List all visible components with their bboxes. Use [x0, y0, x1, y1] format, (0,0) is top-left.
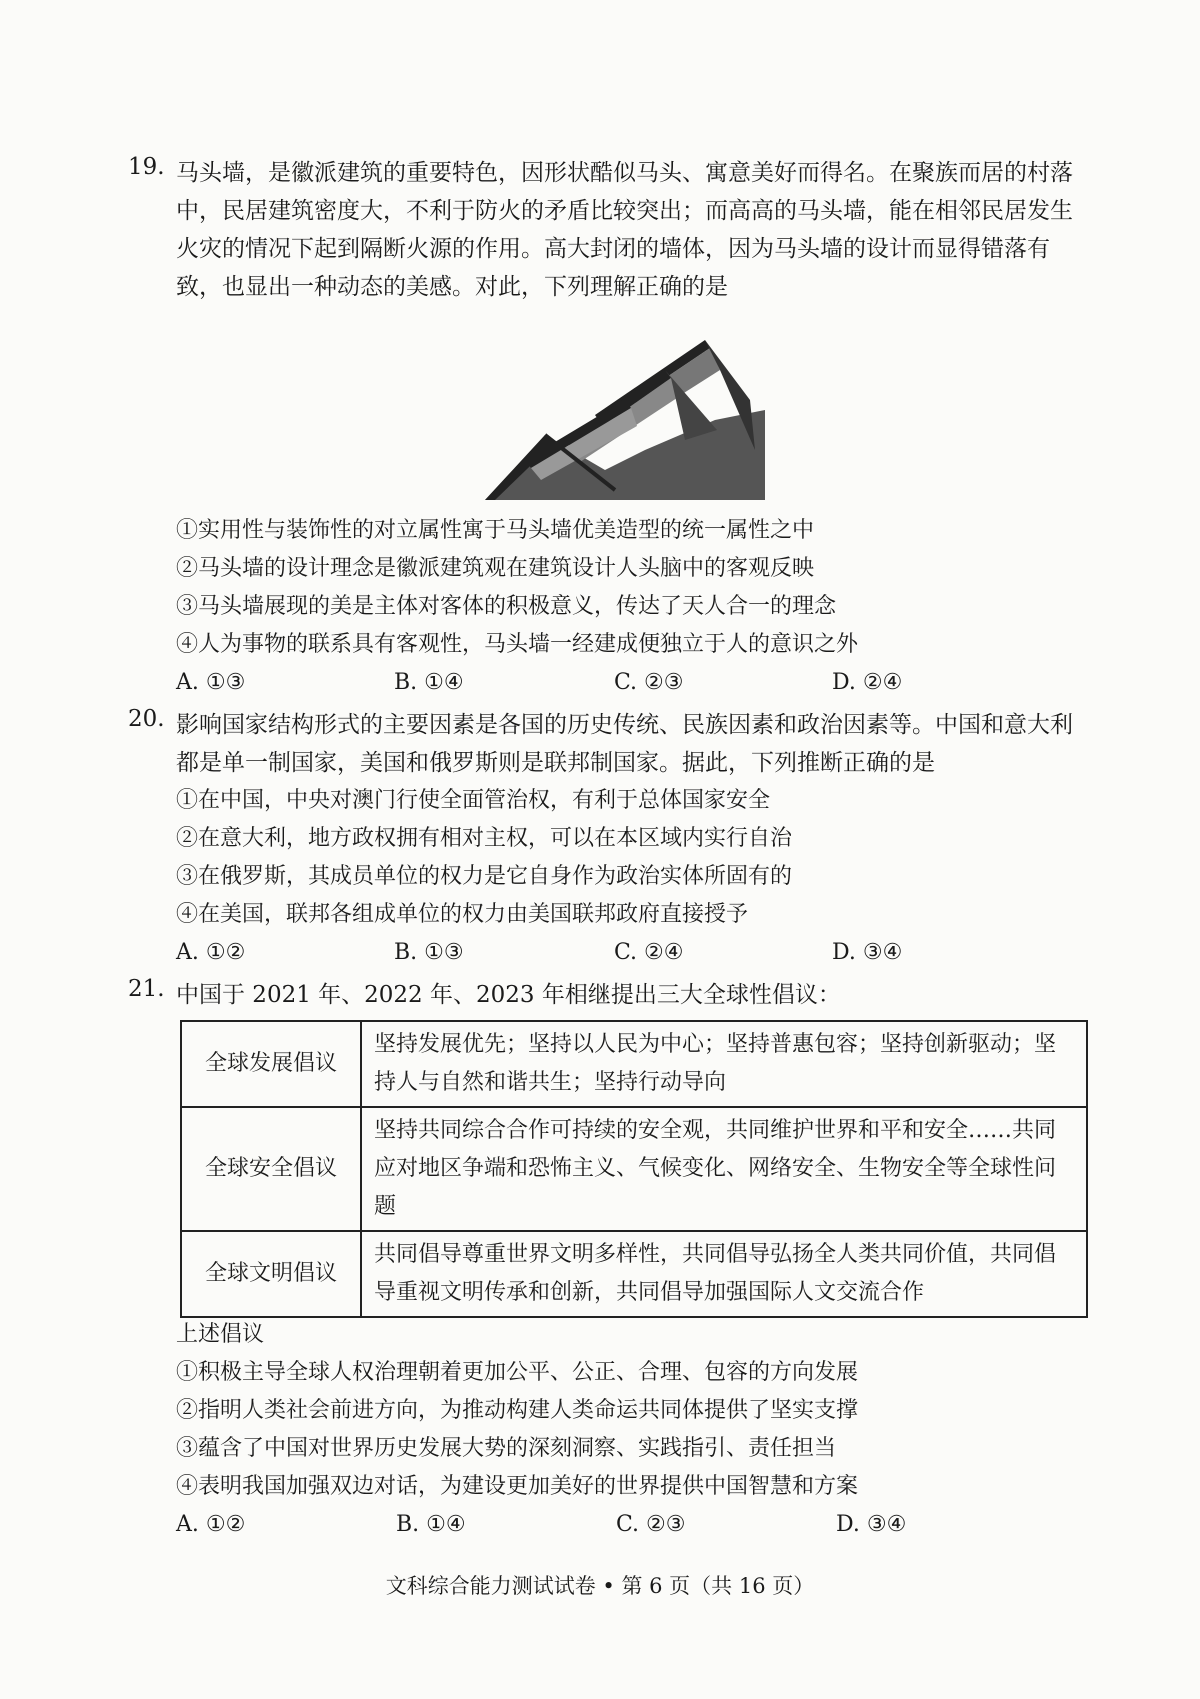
answer-c[interactable]: C. ②③ [616, 1512, 686, 1537]
table-row [181, 1231, 1087, 1317]
question-stem: 影响国家结构形式的主要因素是各国的历史传统、民族因素和政治因素等。中国和意大利都是单一制国家，美国和俄罗斯则是联邦制国家。据此，下列推断正确的是 [176, 712, 1073, 776]
initiatives-table [180, 1020, 1088, 1318]
page-footer: 文科综合能力测试试卷 • 第 6 页（共 16 页） [385, 1574, 815, 1598]
answer-d[interactable]: D. ②④ [832, 670, 903, 695]
option-item: ③马头墙展现的美是主体对客体的积极意义，传达了天人合一的理念 [176, 594, 837, 619]
table-row [181, 1107, 1087, 1231]
answer-choices [176, 1506, 1088, 1544]
horse-head-wall-image [485, 330, 765, 500]
question-stem: 马头墙，是徽派建筑的重要特色，因形状酷似马头、寓意美好而得名。在聚族而居的村落中，民居建筑密度大，不利于防火的矛盾比较突出；而高高的马头墙，能在相邻民居发生火灾的情况下起到隔断火源的作用。高大封闭的墙体，因为马头墙的设计而显得错落有致，也显出一种动态的美感。对此，下列理解正确的是 [176, 160, 1073, 300]
question-21 [128, 976, 1088, 1014]
option-item: ①实用性与装饰性的对立属性寓于马头墙优美造型的统一属性之中 [176, 518, 815, 543]
question-20 [128, 706, 1088, 972]
option-item: ②指明人类社会前进方向，为推动构建人类命运共同体提供了坚实支撑 [176, 1398, 859, 1423]
answer-d[interactable]: D. ③④ [836, 1512, 907, 1537]
table-cell-content: 坚持共同综合合作可持续的安全观，共同维护世界和平和安全……共同应对地区争端和恐怖主义、气候变化、网络安全、生物安全等全球性问题 [361, 1107, 1087, 1231]
question-19 [128, 154, 1088, 306]
question-number: 19. [128, 154, 165, 180]
answer-choices [176, 934, 1088, 972]
answer-b[interactable]: B. ①④ [394, 670, 464, 695]
table-row [181, 1021, 1087, 1107]
option-item: ④表明我国加强双边对话，为建设更加美好的世界提供中国智慧和方案 [176, 1474, 859, 1499]
answer-a[interactable]: A. ①② [176, 940, 246, 965]
question-number: 21. [128, 976, 165, 1002]
table-cell-name: 全球文明倡议 [181, 1231, 361, 1317]
option-item: ②在意大利，地方政权拥有相对主权，可以在本区域内实行自治 [176, 826, 793, 851]
answer-c[interactable]: C. ②③ [614, 670, 684, 695]
option-item: ①积极主导全球人权治理朝着更加公平、公正、合理、包容的方向发展 [176, 1360, 859, 1385]
table-cell-name: 全球安全倡议 [181, 1107, 361, 1231]
answer-choices [176, 664, 1088, 702]
answer-b[interactable]: B. ①③ [394, 940, 464, 965]
question-21-options [128, 1316, 1088, 1544]
table-cell-content: 坚持发展优先；坚持以人民为中心；坚持普惠包容；坚持创新驱动；坚持人与自然和谐共生；坚持行动导向 [361, 1021, 1087, 1107]
table-cell-name: 全球发展倡议 [181, 1021, 361, 1107]
option-item: ③在俄罗斯，其成员单位的权力是它自身作为政治实体所固有的 [176, 864, 793, 889]
question-number: 20. [128, 706, 165, 732]
question-stem: 中国于 2021 年、2022 年、2023 年相继提出三大全球性倡议： [176, 982, 841, 1008]
question-19-options [128, 512, 1088, 702]
answer-d[interactable]: D. ③④ [832, 940, 903, 965]
option-item: ①在中国，中央对澳门行使全面管治权，有利于总体国家安全 [176, 788, 771, 813]
option-item: ④人为事物的联系具有客观性，马头墙一经建成便独立于人的意识之外 [176, 632, 859, 657]
option-item: ④在美国，联邦各组成单位的权力由美国联邦政府直接授予 [176, 902, 749, 927]
answer-a[interactable]: A. ①③ [176, 670, 246, 695]
answer-c[interactable]: C. ②④ [614, 940, 684, 965]
answer-b[interactable]: B. ①④ [396, 1512, 466, 1537]
answer-a[interactable]: A. ①② [176, 1512, 246, 1537]
option-item: ③蕴含了中国对世界历史发展大势的深刻洞察、实践指引、责任担当 [176, 1436, 837, 1461]
options-lead: 上述倡议 [176, 1322, 265, 1347]
table-cell-content: 共同倡导尊重世界文明多样性，共同倡导弘扬全人类共同价值，共同倡导重视文明传承和创新，共同倡导加强国际人文交流合作 [361, 1231, 1087, 1317]
option-item: ②马头墙的设计理念是徽派建筑观在建筑设计人头脑中的客观反映 [176, 556, 815, 581]
